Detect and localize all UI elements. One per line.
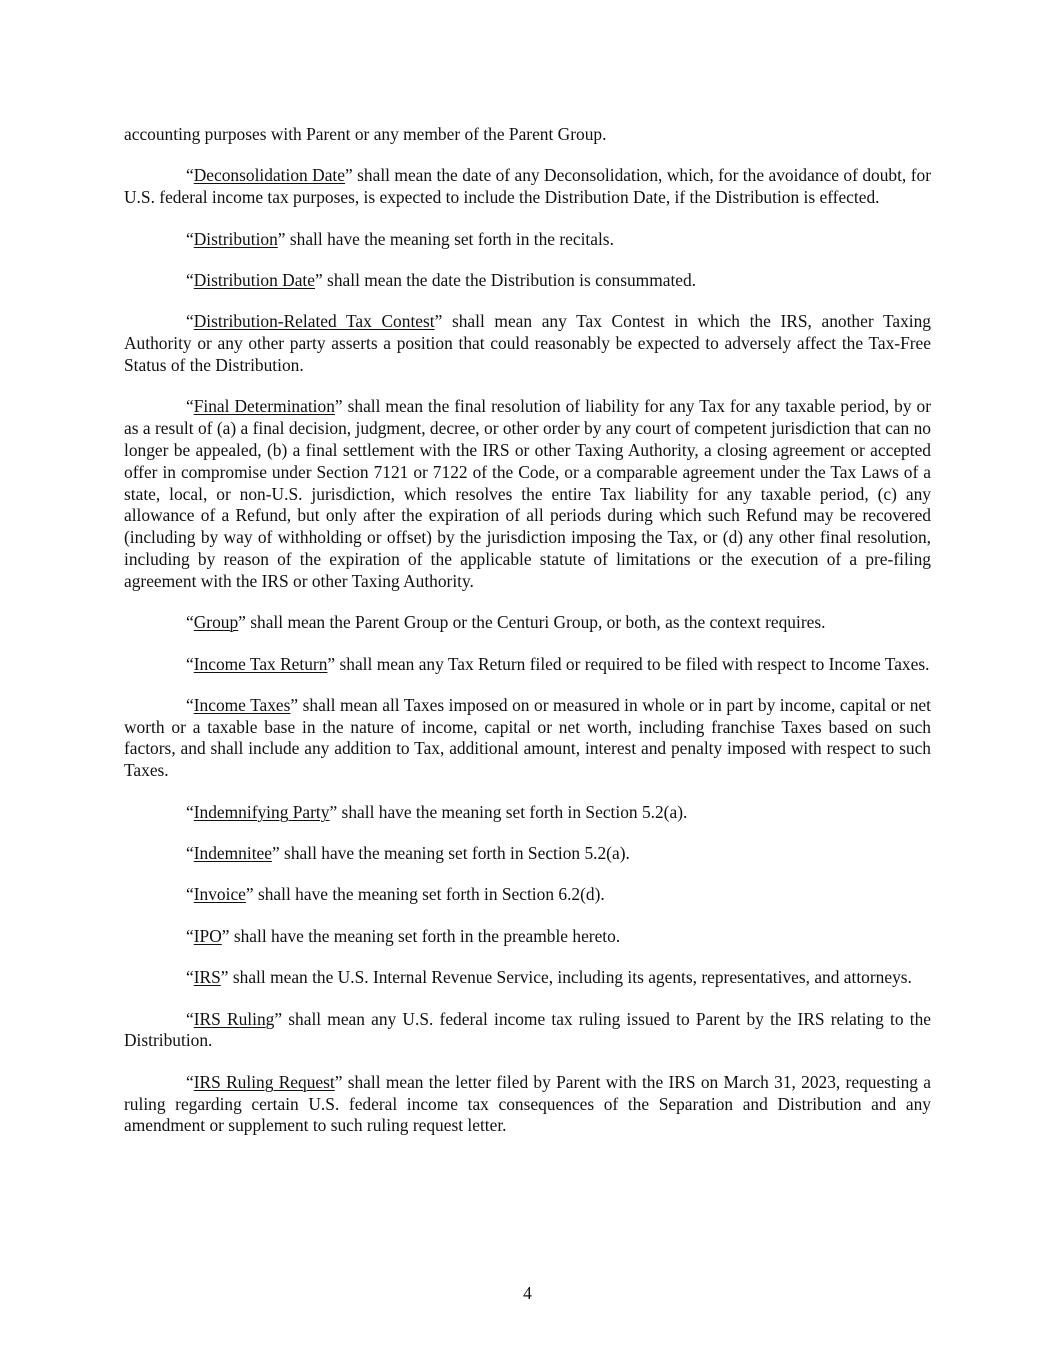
close-quote: ” bbox=[245, 884, 254, 905]
open-quote: “ bbox=[186, 694, 194, 715]
close-quote: ” bbox=[238, 612, 246, 633]
document-body bbox=[124, 124, 931, 1157]
defined-term: Invoice bbox=[193, 884, 246, 905]
definition-irs bbox=[124, 967, 931, 989]
defined-term: Distribution bbox=[193, 228, 278, 249]
close-quote: ” bbox=[220, 967, 229, 988]
open-quote: “ bbox=[186, 843, 194, 864]
continuation-paragraph: accounting purposes with Parent or any member of the Parent Group. bbox=[124, 124, 607, 144]
definition-text: shall have the meaning set forth in Section 5.2(a). bbox=[279, 843, 630, 864]
open-quote: “ bbox=[186, 1071, 194, 1092]
definition-invoice bbox=[124, 884, 931, 906]
definition-text: shall have the meaning set forth in the recitals. bbox=[285, 228, 614, 249]
definition-income-tax-return bbox=[124, 654, 931, 676]
close-quote: ” bbox=[329, 801, 338, 822]
close-quote: ” bbox=[314, 269, 323, 290]
open-quote: “ bbox=[186, 653, 194, 674]
close-quote: ” bbox=[277, 228, 286, 249]
definition-text: shall mean the U.S. Internal Revenue Service, including its agents, representatives, and attorneys. bbox=[228, 967, 912, 988]
definition-text: shall have the meaning set forth in Section 5.2(a). bbox=[337, 801, 688, 822]
close-quote: ” bbox=[274, 1008, 283, 1029]
definition-ipo bbox=[124, 926, 931, 948]
definition-indemnitee bbox=[124, 843, 931, 865]
close-quote: ” bbox=[334, 1071, 343, 1092]
open-quote: “ bbox=[186, 925, 194, 946]
defined-term: Indemnitee bbox=[193, 843, 272, 864]
open-quote: “ bbox=[186, 165, 194, 186]
open-quote: “ bbox=[186, 801, 194, 822]
open-quote: “ bbox=[186, 228, 194, 249]
page-number: 4 bbox=[523, 1283, 532, 1303]
close-quote: ” bbox=[434, 311, 443, 332]
definition-text: shall mean any Tax Return filed or required to be filed with respect to Income Taxes. bbox=[335, 653, 930, 674]
open-quote: “ bbox=[186, 311, 194, 332]
defined-term: Income Tax Return bbox=[193, 653, 328, 674]
definition-text: shall mean the Parent Group or the Centuri Group, or both, as the context requires. bbox=[245, 612, 826, 633]
definition-text: shall mean all Taxes imposed on or measured in whole or in part by income, capital or net worth or a taxable base in the nature of income, capital or net worth, including franchise Taxes based on such factors, and shall include any addition to Tax, additional amount, interest and penalty imposed with respect to such Taxes. bbox=[124, 694, 931, 781]
close-quote: ” bbox=[221, 925, 230, 946]
definition-text: shall mean the final resolution of liability for any Tax for any taxable period, by or as a result of (a) a final decision, judgment, decree, or other order by any court of competent jurisdiction that can no longer be appealed, (b) a final settlement with the IRS or other Taxing Authority, a closing agreement or accepted offer in compromise under Section 7121 or 7122 of the Code, or a comparable agreement under the Tax Laws of a state, local, or non-U.S. jurisdiction, which resolves the entire Tax liability for any taxable period, (c) any allowance of a Refund, but only after the expiration of all periods during which such Refund may be recovered (including by way of withholding or offset) by the jurisdiction imposing the Tax, or (d) any other final resolution, including by reason of the expiration of the applicable statute of limitations or the execution of a pre-filing agreement with the IRS or other Taxing Authority. bbox=[124, 396, 932, 591]
definition-final-determination bbox=[124, 396, 931, 592]
open-quote: “ bbox=[186, 967, 194, 988]
close-quote: ” bbox=[327, 653, 336, 674]
definition-text: shall mean the letter filed by Parent with the IRS on March 31, 2023, requesting a ruling regarding certain U.S. federal income tax consequences of the Separation and Distribution and any amendment or supplement to such ruling request letter. bbox=[124, 1071, 931, 1136]
open-quote: “ bbox=[186, 1008, 194, 1029]
defined-term: Indemnifying Party bbox=[193, 801, 330, 822]
defined-term: Distribution-Related Tax Contest bbox=[193, 311, 435, 332]
definition-distribution-date bbox=[124, 270, 931, 292]
definition-deconsolidation-date bbox=[124, 165, 931, 209]
defined-term: Income Taxes bbox=[193, 694, 291, 715]
open-quote: “ bbox=[186, 612, 194, 633]
definition-text: shall mean any Tax Contest in which the IRS, another Taxing Authority or any other party asserts a position that could reasonably be expected to adversely affect the Tax-Free Status of the Distribution. bbox=[124, 311, 931, 375]
definition-text: shall mean the date the Distribution is consummated. bbox=[322, 269, 697, 290]
defined-term: Group bbox=[193, 612, 239, 633]
defined-term: IPO bbox=[193, 925, 222, 946]
defined-term: IRS Ruling bbox=[193, 1008, 275, 1029]
definition-group bbox=[124, 612, 931, 634]
open-quote: “ bbox=[186, 269, 194, 290]
definition-distribution bbox=[124, 229, 931, 251]
definition-irs-ruling bbox=[124, 1009, 931, 1053]
definition-text: shall mean any U.S. federal income tax ruling issued to Parent by the IRS relating to the Distribution. bbox=[124, 1008, 931, 1051]
defined-term: Final Determination bbox=[193, 396, 335, 417]
defined-term: IRS bbox=[193, 967, 221, 988]
close-quote: ” bbox=[344, 165, 353, 186]
open-quote: “ bbox=[186, 884, 194, 905]
close-quote: ” bbox=[271, 843, 280, 864]
defined-term: Distribution Date bbox=[193, 269, 315, 290]
close-quote: ” bbox=[334, 396, 343, 417]
definition-text: shall have the meaning set forth in the preamble hereto. bbox=[229, 925, 621, 946]
defined-term: IRS Ruling Request bbox=[193, 1071, 335, 1092]
open-quote: “ bbox=[186, 396, 194, 417]
definition-text: shall have the meaning set forth in Section 6.2(d). bbox=[253, 884, 605, 905]
close-quote: ” bbox=[290, 694, 299, 715]
definition-income-taxes bbox=[124, 695, 931, 782]
definition-text: shall mean the date of any Deconsolidation, which, for the avoidance of doubt, for U.S. federal income tax purposes, is expected to include the Distribution Date, if the Distribution is effected. bbox=[124, 165, 931, 208]
definition-irs-ruling-request bbox=[124, 1072, 931, 1137]
definition-indemnifying-party bbox=[124, 802, 931, 824]
definition-distribution-related-tax-contest bbox=[124, 311, 931, 376]
defined-term: Deconsolidation Date bbox=[193, 165, 345, 186]
